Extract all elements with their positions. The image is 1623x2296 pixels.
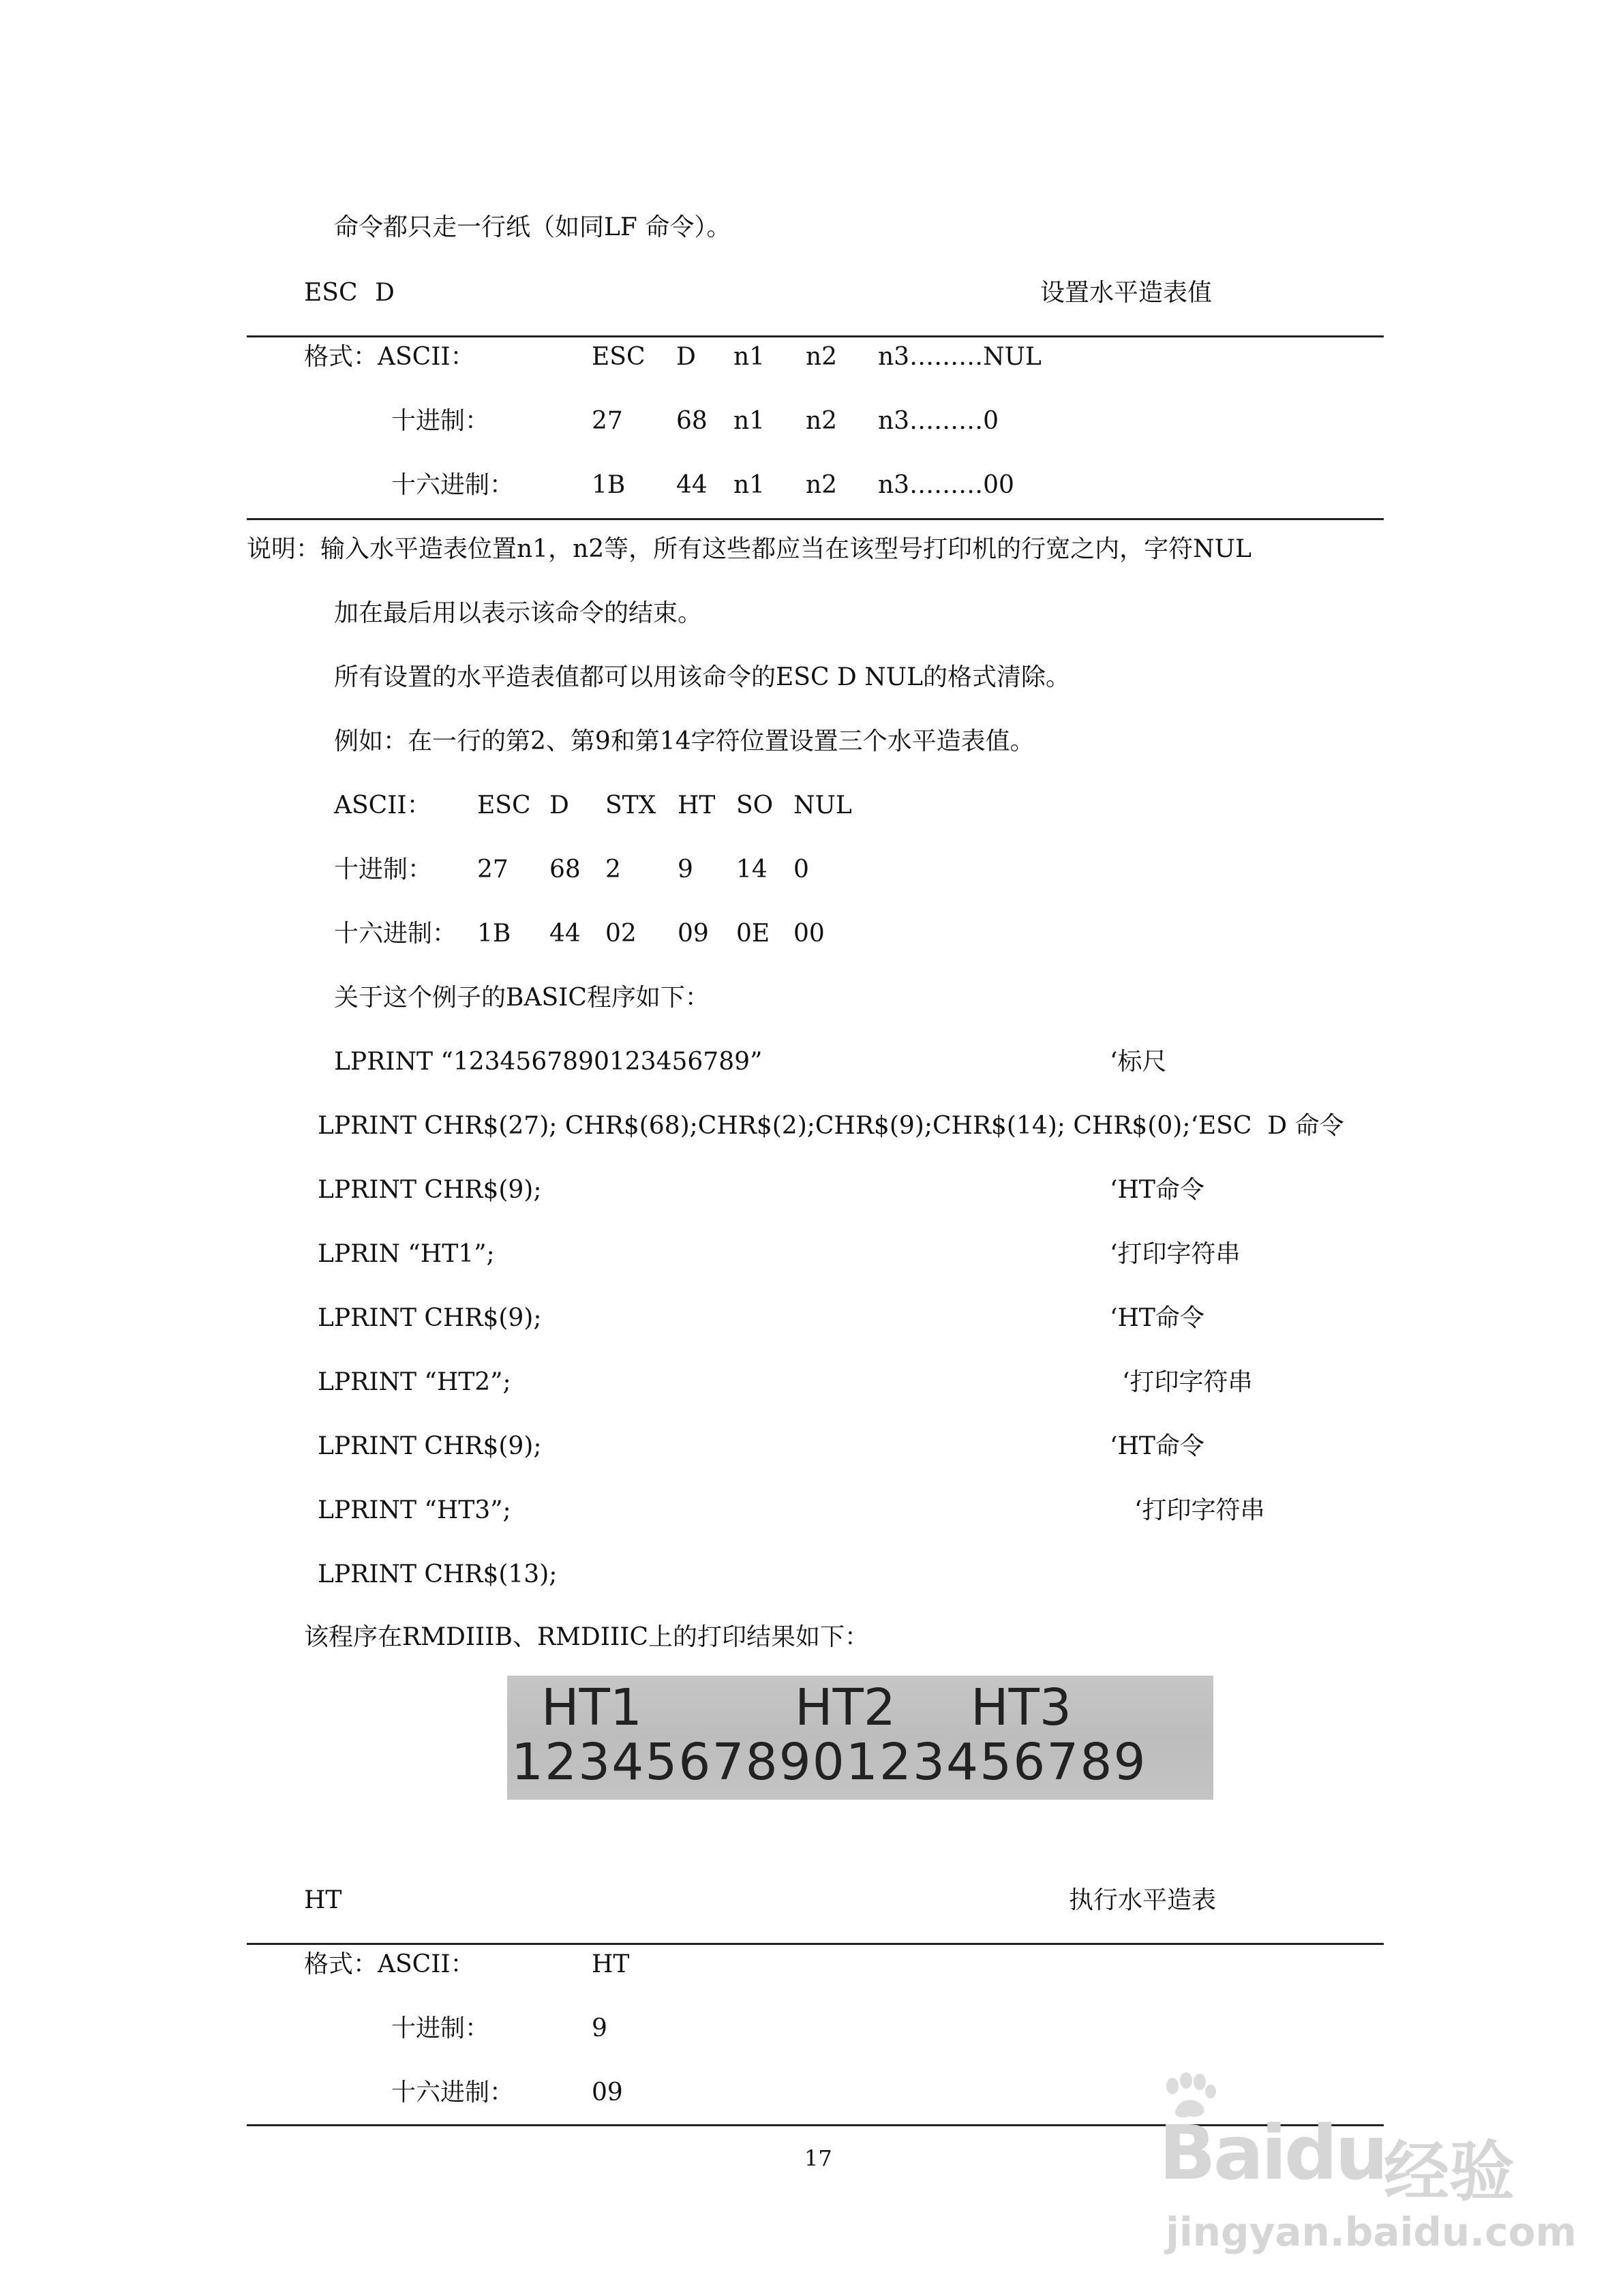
format-dec-col: n1 (733, 407, 765, 435)
example-hex-label: 十六进制： (334, 920, 457, 948)
result-caption: 该程序在RMDIIIB、RMDIIIC上的打印结果如下： (304, 1623, 869, 1651)
description-line: 说明：输入水平造表位置n1，n2等，所有这些都应当在该型号打印机的行宽之内，字符NUL (247, 535, 1252, 563)
example-ascii-cell: ESC (477, 791, 531, 819)
example-ascii-label: ASCII： (334, 791, 431, 819)
command-title: 执行水平造表 (1069, 1886, 1217, 1914)
printout-row-2: 1234567890123456789 (511, 1733, 1147, 1792)
program-line-comment: ‘HT命令 (1110, 1176, 1204, 1204)
example-ascii-cell: STX (605, 791, 656, 819)
format-hex-col: n2 (806, 471, 838, 499)
intro-text: 命令都只走一行纸（如同LF 命令）。 (334, 213, 731, 241)
program-line-comment: ‘标尺 (1110, 1048, 1167, 1076)
printout-image (507, 1676, 1213, 1800)
divider-top (247, 335, 1384, 337)
example-dec-cell: 14 (736, 856, 768, 883)
page-number: 17 (804, 2145, 832, 2171)
divider-top (247, 1943, 1384, 1945)
format-hex-value: 09 (592, 2079, 623, 2106)
example-hex-cell: 1B (477, 920, 511, 948)
command-title: 设置水平造表值 (1040, 279, 1213, 307)
example-ascii-cell: SO (736, 791, 774, 819)
command-name-arg: D (375, 279, 395, 307)
format-hex-label: 十六进制： (391, 2079, 515, 2106)
program-line-comment: ‘HT命令 (1110, 1432, 1204, 1460)
description-line: 例如：在一行的第2、第9和第14字符位置设置三个水平造表值。 (334, 727, 1035, 755)
example-dec-label: 十进制： (334, 856, 433, 883)
command-name-cmd: ESC (304, 279, 358, 307)
example-hex-cell: 0E (736, 920, 770, 948)
format-ascii-col: ESC (592, 343, 646, 371)
example-ascii-cell: NUL (793, 791, 852, 819)
watermark-url: jingyan.baidu.com (1166, 2209, 1577, 2255)
format-hex-col: n3………00 (878, 471, 1014, 499)
example-dec-cell: 27 (477, 856, 509, 883)
format-ascii-col: D (676, 343, 696, 371)
format-hex-col: 1B (592, 471, 626, 499)
format-dec-label: 十进制： (391, 407, 490, 435)
program-line-comment: ‘打印字符串 (1110, 1240, 1241, 1268)
description-line: 加在最后用以表示该命令的结束。 (334, 599, 703, 627)
program-line-code: LPRINT CHR$(9); (318, 1304, 542, 1332)
format-dec-col: 68 (676, 407, 708, 435)
program-line-code: LPRINT “HT2”; (318, 1368, 511, 1396)
program-line-code: LPRINT CHR$(9); (318, 1432, 542, 1460)
baidu-watermark (1159, 2072, 1577, 2277)
program-line-code: LPRINT CHR$(27); CHR$(68);CHR$(2);CHR$(9);CHR$(14); CHR$(0);‘ESC D 命令 (318, 1112, 1344, 1140)
command-name: HT (304, 1886, 342, 1914)
example-ascii-cell: HT (678, 791, 716, 819)
example-dec-cell: 2 (605, 856, 621, 883)
program-line-code: LPRINT CHR$(9); (318, 1176, 542, 1204)
format-ascii-col: n3………NUL (878, 343, 1042, 371)
example-hex-cell: 44 (549, 920, 581, 948)
watermark-brand: Baidu (1159, 2109, 1386, 2196)
watermark-cn: 经验 (1384, 2134, 1515, 2210)
format-dec-col: n2 (806, 407, 838, 435)
basic-intro: 关于这个例子的BASIC程序如下： (334, 984, 710, 1012)
example-hex-cell: 09 (678, 920, 709, 948)
example-dec-cell: 9 (678, 856, 693, 883)
format-ascii-col: n2 (806, 343, 838, 371)
program-line-code: LPRIN “HT1”; (318, 1240, 495, 1268)
program-line-comment: ‘HT命令 (1110, 1304, 1204, 1332)
format-dec-label: 十进制： (391, 2014, 490, 2042)
divider-mid (247, 518, 1384, 520)
program-line-comment: ‘打印字符串 (1122, 1368, 1253, 1396)
format-dec-value: 9 (592, 2014, 607, 2042)
program-line-code: LPRINT CHR$(13); (318, 1560, 558, 1588)
format-hex-col: 44 (676, 471, 708, 499)
example-ascii-cell: D (549, 791, 569, 819)
program-line-code: LPRINT “HT3”; (318, 1496, 511, 1524)
description-line: 所有设置的水平造表值都可以用该命令的ESC D NUL的格式清除。 (334, 663, 1070, 691)
program-line-comment: ‘打印字符串 (1134, 1496, 1265, 1524)
format-ascii-col: n1 (733, 343, 765, 371)
example-hex-cell: 00 (793, 920, 825, 948)
format-dec-col: 27 (592, 407, 623, 435)
format-dec-col: n3………0 (878, 407, 999, 435)
format-ascii-label: 格式：ASCII： (304, 1950, 475, 1978)
format-hex-label: 十六进制： (391, 471, 515, 499)
format-ascii-value: HT (592, 1950, 630, 1978)
format-hex-col: n1 (733, 471, 765, 499)
example-dec-cell: 68 (549, 856, 581, 883)
example-dec-cell: 0 (793, 856, 809, 883)
example-hex-cell: 02 (605, 920, 637, 948)
printout-ht3: HT3 (971, 1678, 1072, 1737)
printout-ht1: HT1 (541, 1678, 642, 1737)
program-line-code: LPRINT “1234567890123456789” (334, 1048, 763, 1076)
printout-ht2: HT2 (795, 1678, 896, 1737)
format-ascii-label: 格式：ASCII： (304, 343, 475, 371)
